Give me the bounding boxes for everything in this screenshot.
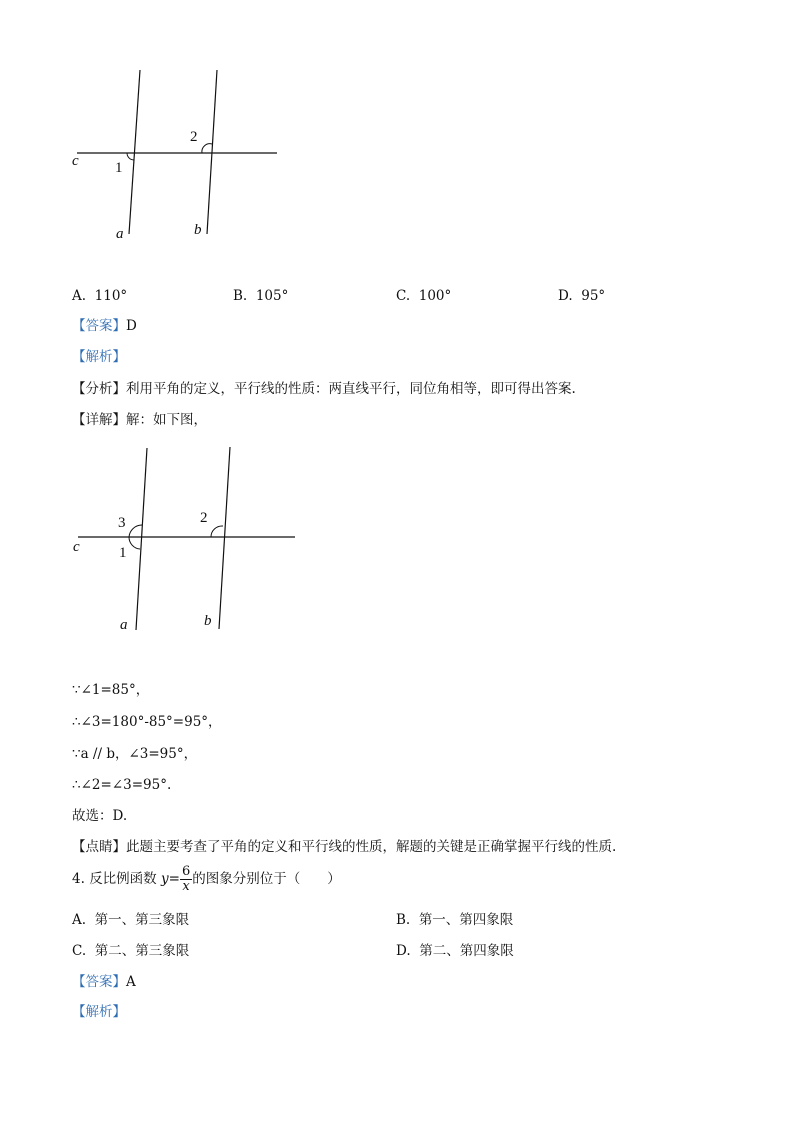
label-a: a: [116, 226, 124, 242]
option-letter: B.: [396, 912, 411, 928]
label-angle1: 1: [119, 545, 127, 561]
q3-analysis-tag: 【解析】: [72, 349, 126, 365]
q4-denominator: x: [182, 879, 190, 894]
step-1: ∵∠1=85°，: [72, 682, 150, 698]
option-value: 110°: [94, 288, 128, 304]
option-letter: D.: [396, 943, 411, 959]
label-angle2: 2: [200, 510, 208, 526]
option-letter: C.: [72, 943, 87, 959]
answer-value: D: [126, 318, 137, 334]
step-4: ∴∠2=∠3=95°.: [72, 777, 172, 793]
option-letter: A.: [72, 912, 87, 928]
dianjing-tag: 【点睛】: [72, 839, 126, 855]
label-c: c: [73, 539, 80, 555]
option-text: 第二、第三象限: [94, 943, 190, 959]
q3-dianjing: [72, 839, 616, 855]
option-letter: D.: [558, 288, 573, 304]
q4-answer: [72, 974, 136, 990]
q3-choice: 故选：D.: [72, 808, 128, 824]
q4-stem: [72, 863, 341, 895]
q4-numerator: 6: [181, 864, 191, 879]
q4-analysis-tag: 【解析】: [72, 1004, 126, 1020]
option-letter: A.: [72, 288, 87, 304]
option-letter: B.: [233, 288, 248, 304]
q4-text-before: 反比例函数: [89, 871, 157, 887]
option-value: 95°: [581, 288, 606, 304]
label-angle2: 2: [190, 129, 198, 145]
q4-number: 4.: [72, 871, 85, 887]
option-value: 100°: [418, 288, 452, 304]
q4-option-d: [396, 943, 514, 959]
line-b: [219, 447, 230, 629]
angle1-arc: [129, 537, 140, 549]
answer-tag: 【答案】: [72, 318, 126, 334]
q4-option-b: [396, 912, 513, 928]
q4-option-a: [72, 912, 189, 928]
label-b: b: [204, 613, 212, 629]
option-value: 105°: [255, 288, 289, 304]
dianjing-text: 此题主要考查了平角的定义和平行线的性质，解题的关键是正确掌握平行线的性质.: [126, 839, 617, 855]
label-a: a: [120, 617, 128, 633]
option-text: 第一、第四象限: [418, 912, 514, 928]
q4-fraction: [180, 865, 192, 894]
answer-tag: 【答案】: [72, 974, 126, 990]
label-angle1: 1: [115, 160, 123, 176]
fenxi-text: 利用平角的定义，平行线的性质：两直线平行，同位角相等，即可得出答案.: [126, 381, 576, 397]
fenxi-tag: 【分析】: [72, 381, 126, 397]
answer-value: A: [126, 974, 136, 990]
option-text: 第一、第三象限: [94, 912, 190, 928]
line-a: [136, 448, 147, 630]
option-letter: C.: [396, 288, 411, 304]
label-b: b: [194, 222, 202, 238]
xiangjie-text: 解：如下图，: [126, 412, 207, 428]
xiangjie-tag: 【详解】: [72, 412, 126, 428]
angle2-arc: [211, 526, 223, 537]
step-3: ∵a // b，∠3=95°，: [72, 746, 198, 762]
angle3-arc: [129, 525, 142, 537]
option-text: 第二、第四象限: [419, 943, 514, 959]
q4-text-after: 的图象分别位于（ ）: [192, 871, 341, 887]
step-2: ∴∠3=180°-85°=95°，: [72, 714, 222, 730]
label-c: c: [72, 153, 79, 169]
q4-func-y: y=: [160, 871, 180, 887]
q4-option-c: [72, 943, 189, 959]
label-angle3: 3: [118, 515, 126, 531]
